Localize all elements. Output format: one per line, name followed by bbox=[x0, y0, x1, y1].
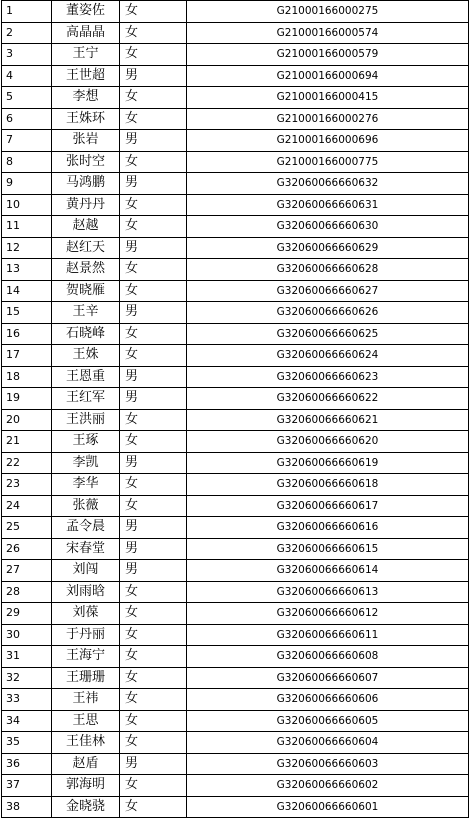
gender-cell: 男 bbox=[120, 237, 187, 259]
row-number-cell: 4 bbox=[2, 65, 52, 87]
name-cell: 刘闯 bbox=[52, 560, 120, 582]
name-cell: 李凯 bbox=[52, 452, 120, 474]
table-row bbox=[2, 130, 469, 152]
table-row bbox=[2, 302, 469, 324]
gender-cell: 女 bbox=[120, 732, 187, 754]
table-row bbox=[2, 22, 469, 44]
gender-cell: 女 bbox=[120, 646, 187, 668]
table-row bbox=[2, 796, 469, 818]
name-cell: 刘雨晗 bbox=[52, 581, 120, 603]
name-cell: 王琢 bbox=[52, 431, 120, 453]
id-number-cell: G32060066660631 bbox=[187, 194, 469, 216]
name-cell: 王思 bbox=[52, 710, 120, 732]
id-number-cell: G21000166000275 bbox=[187, 1, 469, 23]
gender-cell: 男 bbox=[120, 173, 187, 195]
gender-cell: 女 bbox=[120, 710, 187, 732]
name-cell: 金晓骁 bbox=[52, 796, 120, 818]
row-number-cell: 12 bbox=[2, 237, 52, 259]
table-row bbox=[2, 108, 469, 130]
table-row bbox=[2, 323, 469, 345]
id-number-cell: G32060066660616 bbox=[187, 517, 469, 539]
name-cell: 李想 bbox=[52, 87, 120, 109]
id-number-cell: G32060066660627 bbox=[187, 280, 469, 302]
table-row bbox=[2, 194, 469, 216]
row-number-cell: 15 bbox=[2, 302, 52, 324]
row-number-cell: 22 bbox=[2, 452, 52, 474]
table-row bbox=[2, 710, 469, 732]
name-cell: 王世超 bbox=[52, 65, 120, 87]
id-number-cell: G21000166000775 bbox=[187, 151, 469, 173]
row-number-cell: 1 bbox=[2, 1, 52, 23]
name-cell: 王佳林 bbox=[52, 732, 120, 754]
gender-cell: 女 bbox=[120, 431, 187, 453]
id-number-cell: G32060066660607 bbox=[187, 667, 469, 689]
name-cell: 王辛 bbox=[52, 302, 120, 324]
name-cell: 郭海明 bbox=[52, 775, 120, 797]
table-row bbox=[2, 431, 469, 453]
table-row bbox=[2, 581, 469, 603]
gender-cell: 男 bbox=[120, 388, 187, 410]
gender-cell: 男 bbox=[120, 302, 187, 324]
row-number-cell: 35 bbox=[2, 732, 52, 754]
name-cell: 王宁 bbox=[52, 44, 120, 66]
row-number-cell: 29 bbox=[2, 603, 52, 625]
table-row bbox=[2, 65, 469, 87]
gender-cell: 女 bbox=[120, 409, 187, 431]
name-cell: 王恩重 bbox=[52, 366, 120, 388]
name-cell: 贺晓雁 bbox=[52, 280, 120, 302]
name-cell: 张薇 bbox=[52, 495, 120, 517]
gender-cell: 女 bbox=[120, 796, 187, 818]
row-number-cell: 26 bbox=[2, 538, 52, 560]
id-number-cell: G32060066660629 bbox=[187, 237, 469, 259]
row-number-cell: 23 bbox=[2, 474, 52, 496]
table-row bbox=[2, 667, 469, 689]
id-number-cell: G32060066660632 bbox=[187, 173, 469, 195]
row-number-cell: 33 bbox=[2, 689, 52, 711]
gender-cell: 男 bbox=[120, 538, 187, 560]
id-number-cell: G32060066660625 bbox=[187, 323, 469, 345]
name-cell: 王姝环 bbox=[52, 108, 120, 130]
id-number-cell: G32060066660611 bbox=[187, 624, 469, 646]
table-row bbox=[2, 495, 469, 517]
gender-cell: 女 bbox=[120, 280, 187, 302]
name-cell: 王祎 bbox=[52, 689, 120, 711]
gender-cell: 女 bbox=[120, 323, 187, 345]
table-row bbox=[2, 388, 469, 410]
gender-cell: 女 bbox=[120, 44, 187, 66]
table-row bbox=[2, 173, 469, 195]
id-number-cell: G32060066660621 bbox=[187, 409, 469, 431]
table-row bbox=[2, 1, 469, 23]
gender-cell: 男 bbox=[120, 65, 187, 87]
name-cell: 王海宁 bbox=[52, 646, 120, 668]
row-number-cell: 37 bbox=[2, 775, 52, 797]
id-number-cell: G32060066660614 bbox=[187, 560, 469, 582]
roster-table bbox=[1, 0, 469, 818]
row-number-cell: 10 bbox=[2, 194, 52, 216]
id-number-cell: G32060066660630 bbox=[187, 216, 469, 238]
row-number-cell: 11 bbox=[2, 216, 52, 238]
row-number-cell: 5 bbox=[2, 87, 52, 109]
gender-cell: 女 bbox=[120, 22, 187, 44]
gender-cell: 男 bbox=[120, 130, 187, 152]
name-cell: 宋春堂 bbox=[52, 538, 120, 560]
table-row bbox=[2, 753, 469, 775]
name-cell: 王红军 bbox=[52, 388, 120, 410]
gender-cell: 女 bbox=[120, 216, 187, 238]
id-number-cell: G32060066660606 bbox=[187, 689, 469, 711]
name-cell: 孟令晨 bbox=[52, 517, 120, 539]
gender-cell: 女 bbox=[120, 1, 187, 23]
id-number-cell: G32060066660602 bbox=[187, 775, 469, 797]
name-cell: 董姿佐 bbox=[52, 1, 120, 23]
gender-cell: 男 bbox=[120, 366, 187, 388]
row-number-cell: 17 bbox=[2, 345, 52, 367]
name-cell: 石晓峰 bbox=[52, 323, 120, 345]
gender-cell: 女 bbox=[120, 108, 187, 130]
table-row bbox=[2, 689, 469, 711]
row-number-cell: 3 bbox=[2, 44, 52, 66]
id-number-cell: G32060066660618 bbox=[187, 474, 469, 496]
name-cell: 李华 bbox=[52, 474, 120, 496]
table-row bbox=[2, 560, 469, 582]
table-row bbox=[2, 409, 469, 431]
table-row bbox=[2, 259, 469, 281]
gender-cell: 女 bbox=[120, 474, 187, 496]
id-number-cell: G32060066660619 bbox=[187, 452, 469, 474]
id-number-cell: G21000166000579 bbox=[187, 44, 469, 66]
gender-cell: 女 bbox=[120, 624, 187, 646]
id-number-cell: G32060066660623 bbox=[187, 366, 469, 388]
name-cell: 黄丹丹 bbox=[52, 194, 120, 216]
id-number-cell: G32060066660613 bbox=[187, 581, 469, 603]
id-number-cell: G32060066660626 bbox=[187, 302, 469, 324]
gender-cell: 男 bbox=[120, 517, 187, 539]
row-number-cell: 30 bbox=[2, 624, 52, 646]
name-cell: 赵盾 bbox=[52, 753, 120, 775]
id-number-cell: G32060066660617 bbox=[187, 495, 469, 517]
table-row bbox=[2, 237, 469, 259]
row-number-cell: 18 bbox=[2, 366, 52, 388]
name-cell: 刘葆 bbox=[52, 603, 120, 625]
id-number-cell: G32060066660624 bbox=[187, 345, 469, 367]
gender-cell: 女 bbox=[120, 689, 187, 711]
table-row bbox=[2, 345, 469, 367]
id-number-cell: G21000166000276 bbox=[187, 108, 469, 130]
table-row bbox=[2, 732, 469, 754]
table-row bbox=[2, 151, 469, 173]
table-row bbox=[2, 624, 469, 646]
id-number-cell: G21000166000694 bbox=[187, 65, 469, 87]
gender-cell: 女 bbox=[120, 603, 187, 625]
row-number-cell: 25 bbox=[2, 517, 52, 539]
row-number-cell: 21 bbox=[2, 431, 52, 453]
table-row bbox=[2, 280, 469, 302]
row-number-cell: 36 bbox=[2, 753, 52, 775]
table-row bbox=[2, 474, 469, 496]
id-number-cell: G21000166000696 bbox=[187, 130, 469, 152]
row-number-cell: 28 bbox=[2, 581, 52, 603]
id-number-cell: G21000166000574 bbox=[187, 22, 469, 44]
gender-cell: 女 bbox=[120, 581, 187, 603]
id-number-cell: G32060066660608 bbox=[187, 646, 469, 668]
id-number-cell: G32060066660628 bbox=[187, 259, 469, 281]
row-number-cell: 19 bbox=[2, 388, 52, 410]
id-number-cell: G32060066660605 bbox=[187, 710, 469, 732]
name-cell: 王洪丽 bbox=[52, 409, 120, 431]
row-number-cell: 2 bbox=[2, 22, 52, 44]
name-cell: 马鸿鹏 bbox=[52, 173, 120, 195]
id-number-cell: G32060066660601 bbox=[187, 796, 469, 818]
row-number-cell: 31 bbox=[2, 646, 52, 668]
gender-cell: 女 bbox=[120, 194, 187, 216]
gender-cell: 女 bbox=[120, 495, 187, 517]
row-number-cell: 6 bbox=[2, 108, 52, 130]
gender-cell: 女 bbox=[120, 775, 187, 797]
roster-table-body bbox=[2, 1, 469, 818]
gender-cell: 男 bbox=[120, 753, 187, 775]
gender-cell: 男 bbox=[120, 452, 187, 474]
row-number-cell: 16 bbox=[2, 323, 52, 345]
table-row bbox=[2, 366, 469, 388]
table-row bbox=[2, 44, 469, 66]
row-number-cell: 27 bbox=[2, 560, 52, 582]
name-cell: 张时空 bbox=[52, 151, 120, 173]
id-number-cell: G32060066660622 bbox=[187, 388, 469, 410]
id-number-cell: G21000166000415 bbox=[187, 87, 469, 109]
row-number-cell: 34 bbox=[2, 710, 52, 732]
gender-cell: 女 bbox=[120, 259, 187, 281]
gender-cell: 女 bbox=[120, 345, 187, 367]
row-number-cell: 9 bbox=[2, 173, 52, 195]
table-row bbox=[2, 87, 469, 109]
name-cell: 王姝 bbox=[52, 345, 120, 367]
table-row bbox=[2, 517, 469, 539]
name-cell: 赵红天 bbox=[52, 237, 120, 259]
gender-cell: 女 bbox=[120, 151, 187, 173]
table-row bbox=[2, 538, 469, 560]
id-number-cell: G32060066660620 bbox=[187, 431, 469, 453]
gender-cell: 女 bbox=[120, 667, 187, 689]
gender-cell: 男 bbox=[120, 560, 187, 582]
row-number-cell: 38 bbox=[2, 796, 52, 818]
table-row bbox=[2, 775, 469, 797]
row-number-cell: 13 bbox=[2, 259, 52, 281]
name-cell: 高晶晶 bbox=[52, 22, 120, 44]
row-number-cell: 14 bbox=[2, 280, 52, 302]
table-row bbox=[2, 603, 469, 625]
name-cell: 赵景然 bbox=[52, 259, 120, 281]
id-number-cell: G32060066660615 bbox=[187, 538, 469, 560]
name-cell: 张岩 bbox=[52, 130, 120, 152]
row-number-cell: 20 bbox=[2, 409, 52, 431]
row-number-cell: 24 bbox=[2, 495, 52, 517]
name-cell: 王珊珊 bbox=[52, 667, 120, 689]
name-cell: 于丹丽 bbox=[52, 624, 120, 646]
row-number-cell: 8 bbox=[2, 151, 52, 173]
id-number-cell: G32060066660604 bbox=[187, 732, 469, 754]
table-row bbox=[2, 452, 469, 474]
row-number-cell: 7 bbox=[2, 130, 52, 152]
id-number-cell: G32060066660603 bbox=[187, 753, 469, 775]
name-cell: 赵越 bbox=[52, 216, 120, 238]
row-number-cell: 32 bbox=[2, 667, 52, 689]
table-row bbox=[2, 216, 469, 238]
table-row bbox=[2, 646, 469, 668]
gender-cell: 女 bbox=[120, 87, 187, 109]
id-number-cell: G32060066660612 bbox=[187, 603, 469, 625]
